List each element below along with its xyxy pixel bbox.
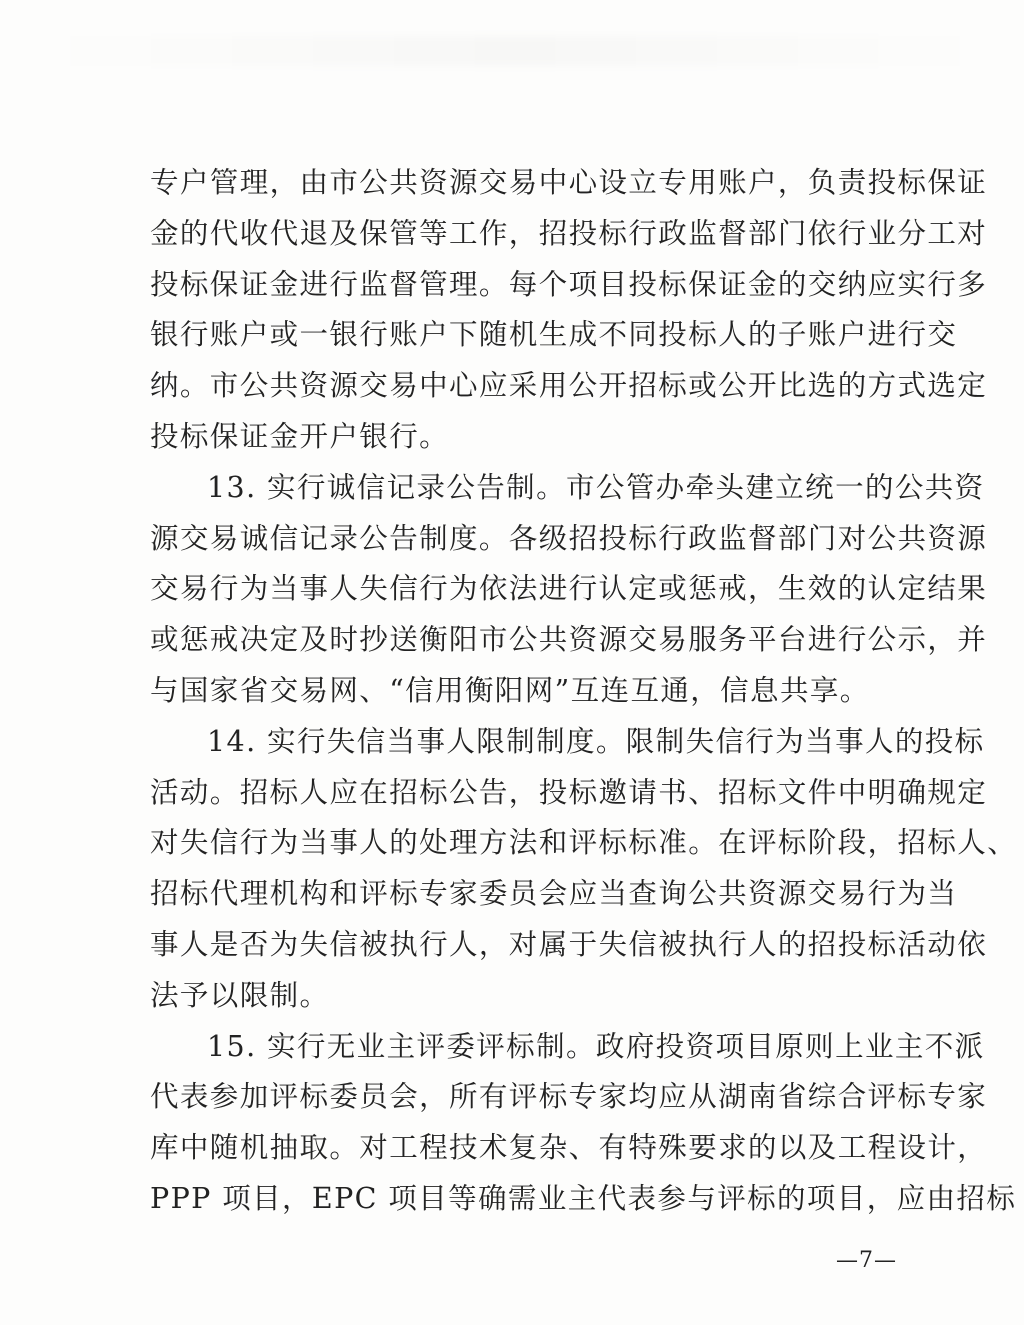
body-text xyxy=(150,158,1018,1225)
text-line: PPP 项目，EPC 项目等确需业主代表参与评标的项目，应由招标 xyxy=(150,1181,1017,1215)
text-line: 专户管理，由市公共资源交易中心设立专用账户，负责投标保证 xyxy=(150,166,988,199)
text-line: 法予以限制。 xyxy=(150,978,330,1012)
text-line: 投标保证金开户银行。 xyxy=(150,419,450,453)
text-line: 对失信行为当事人的处理方法和评标标准。在评标阶段，招标人、 xyxy=(150,826,1018,860)
text-line: 纳。市公共资源交易中心应采用公开招标或公开比选的方式选定 xyxy=(150,369,988,403)
text-line: 招标代理机构和评标专家委员会应当查询公共资源交易行为当 xyxy=(150,877,958,911)
paragraph-14-heading-line: 14. 实行失信当事人限制制度。限制失信行为当事人的投标 xyxy=(207,724,985,758)
text-line: 或惩戒决定及时抄送衡阳市公共资源交易服务平台进行公示，并 xyxy=(150,623,988,657)
text-line: 代表参加评标委员会，所有评标专家均应从湖南省综合评标专家 xyxy=(150,1080,988,1114)
text-line: 活动。招标人应在招标公告，投标邀请书、招标文件中明确规定 xyxy=(150,775,988,809)
text-line: 金的代收代退及保管等工作，招投标行政监督部门依行业分工对 xyxy=(150,216,988,250)
paragraph-13-heading-line: 13. 实行诚信记录公告制。市公管办牵头建立统一的公共资 xyxy=(207,470,985,504)
text-line: 库中随机抽取。对工程技术复杂、有特殊要求的以及工程设计， xyxy=(150,1131,988,1165)
scan-artifact xyxy=(30,36,1000,66)
text-line: 银行账户或一银行账户下随机生成不同投标人的子账户进行交 xyxy=(150,318,958,352)
page-number: —7— xyxy=(836,1248,897,1273)
text-line: 与国家省交易网、“信用衡阳网”互连互通，信息共享。 xyxy=(150,673,870,707)
text-line: 事人是否为失信被执行人，对属于失信被执行人的招投标活动依 xyxy=(150,927,988,961)
paragraph-15-heading-line: 15. 实行无业主评委评标制。政府投资项目原则上业主不派 xyxy=(207,1029,985,1063)
text-line: 源交易诚信记录公告制度。各级招投标行政监督部门对公共资源 xyxy=(150,521,988,555)
text-line: 投标保证金进行监督管理。每个项目投标保证金的交纳应实行多 xyxy=(150,267,988,301)
text-line: 交易行为当事人失信行为依法进行认定或惩戒，生效的认定结果 xyxy=(150,572,988,606)
